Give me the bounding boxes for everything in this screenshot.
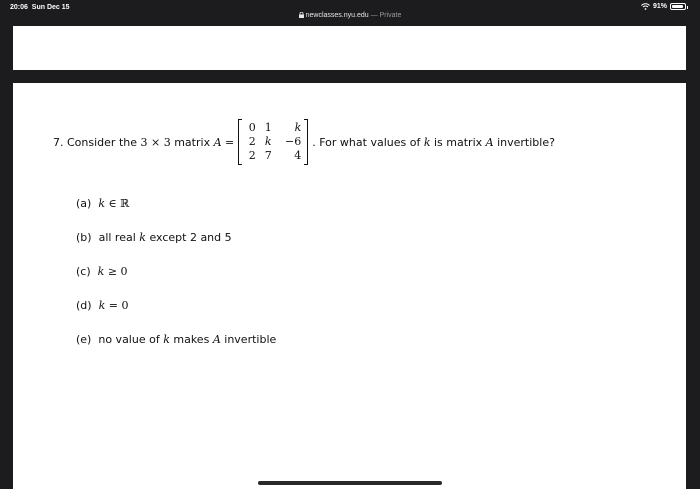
matrix-cell: 0: [248, 121, 256, 134]
status-date: Sun Dec 15: [31, 4, 70, 11]
private-mode-label: Private: [379, 12, 402, 19]
option-math: = 0: [108, 299, 129, 312]
option-label: (e): [76, 333, 92, 346]
option-math: ∈ ℝ: [108, 197, 130, 210]
status-time-date: [10, 4, 70, 11]
matrix-cell: 1: [264, 121, 272, 134]
question-prefix: Consider the: [67, 135, 137, 149]
question-suffix-3: invertible?: [497, 135, 555, 149]
home-indicator[interactable]: [258, 481, 442, 485]
option-c[interactable]: [76, 265, 128, 278]
option-label: (a): [76, 197, 92, 210]
battery-percent: 91%: [652, 3, 667, 10]
matrix-grid: [242, 119, 304, 165]
status-bar: [0, 0, 700, 24]
var-k: k: [163, 333, 170, 346]
option-text: except 2 and 5: [149, 231, 232, 244]
matrix-cell: 2: [248, 135, 256, 148]
matrix-dims: 3 × 3: [140, 135, 171, 149]
matrix-cell: −6: [285, 135, 302, 148]
question-number: 7.: [53, 135, 64, 149]
var-k: k: [97, 265, 105, 278]
option-d[interactable]: [76, 299, 128, 312]
question-7: [53, 119, 555, 165]
var-k: k: [139, 231, 146, 244]
matrix-cell: 4: [294, 149, 302, 162]
question-suffix-1: . For what values of: [312, 135, 421, 149]
question-mid: matrix: [174, 135, 211, 149]
option-label: (c): [76, 265, 91, 278]
equals-sign: =: [225, 135, 235, 149]
var-k: k: [98, 197, 105, 210]
var-a: A: [212, 333, 221, 346]
status-time: 20:06: [10, 4, 28, 11]
address-separator: —: [368, 12, 380, 19]
option-text: all real: [98, 231, 136, 244]
address-bar[interactable]: [0, 12, 700, 19]
option-text: makes: [173, 333, 210, 346]
option-label: (b): [76, 231, 92, 244]
battery-fill: [672, 5, 683, 8]
matrix-cell: 2: [248, 149, 256, 162]
var-k: k: [423, 135, 431, 149]
matrix-cell: k: [294, 121, 302, 134]
option-e[interactable]: [76, 333, 276, 346]
address-url: newclasses.nyu.edu: [305, 12, 369, 19]
lock-icon: [299, 12, 304, 18]
var-a: A: [485, 135, 494, 149]
matrix-cell: 7: [264, 149, 272, 162]
option-b[interactable]: [76, 231, 232, 244]
option-label: (d): [76, 299, 92, 312]
right-status: [641, 3, 686, 10]
option-text: invertible: [224, 333, 277, 346]
var-k: k: [98, 299, 106, 312]
option-math: ≥ 0: [107, 265, 128, 278]
wifi-icon: [641, 3, 650, 10]
battery-icon: [670, 3, 686, 10]
right-bracket: [304, 119, 308, 165]
matrix-var: A: [213, 135, 222, 149]
previous-page: [13, 26, 686, 70]
option-text: no value of: [98, 333, 160, 346]
question-suffix-2: is matrix: [434, 135, 483, 149]
matrix-a: [238, 119, 308, 165]
matrix-cell: k: [264, 135, 272, 148]
option-a[interactable]: [76, 197, 129, 210]
